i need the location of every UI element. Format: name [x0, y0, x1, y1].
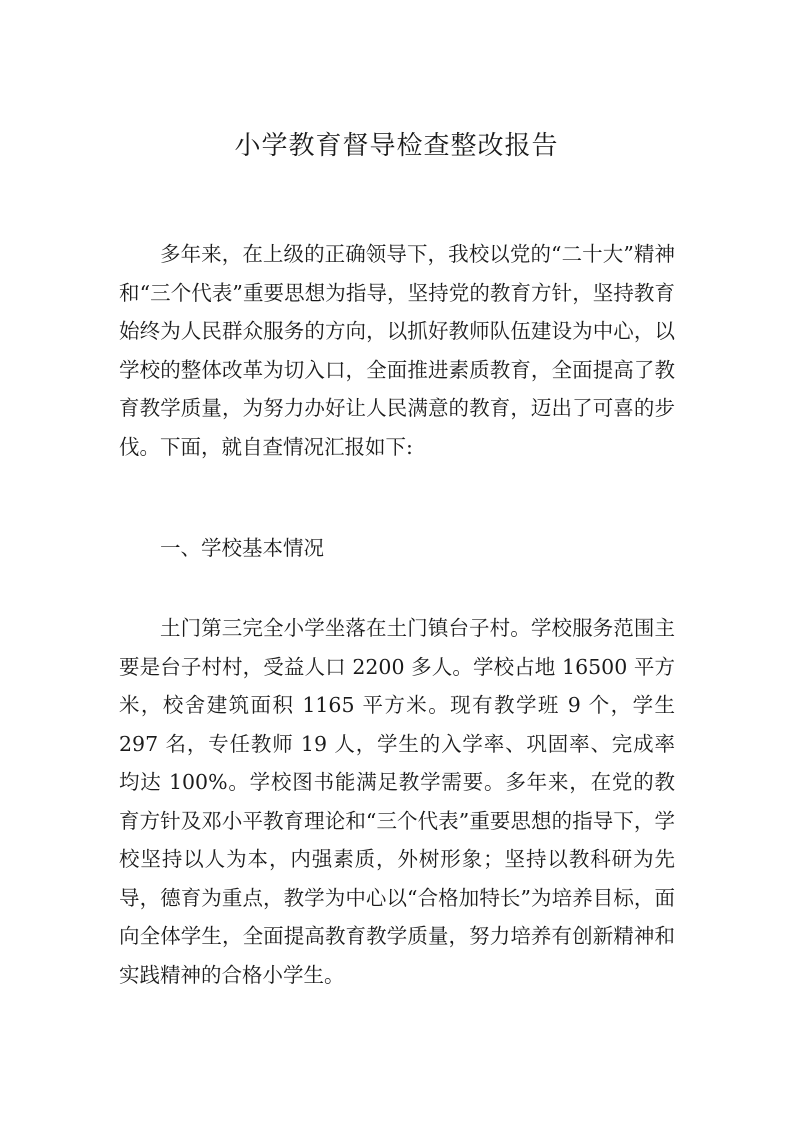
intro-paragraph: 多年来，在上级的正确领导下，我校以党的“二十大”精神和“三个代表”重要思想为指导，坚持党的教育方针，坚持教育始终为人民群众服务的方向，以抓好教师队伍建设为中心，以学校的整体改革为切入口，全面推进素质教育，全面提高了教育教学质量，为努力办好让人民满意的教育，迈出了可喜的步伐。下面，就自查情况汇报如下: — [119, 242, 675, 459]
school-info-paragraph: 土门第三完全小学坐落在土门镇台子村。学校服务范围主要是台子村村，受益人口 2200 多人。学校占地 16500 平方米，校舍建筑面积 1165 平方米。现有教学班 9 个，学生 297 名，专任教师 19 人，学生的入学率、巩固率、完成率均达 100%。学校图书能满足教学需要。多年来，在党的教育方针及邓小平教育理论和“三个代表”重要思想的指导下，学校坚持以人为本，内强素质，外树形象；坚持以教科研为先导，德育为重点，教学为中心以“合格加特长”为培养目标，面向全体学生，全面提高教育教学质量，努力培养有创新精神和实践精神的合格小学生。 — [119, 616, 675, 987]
section-heading: 一、学校基本情况 — [160, 536, 324, 560]
document-title: 小学教育督导检查整改报告 — [234, 131, 559, 161]
